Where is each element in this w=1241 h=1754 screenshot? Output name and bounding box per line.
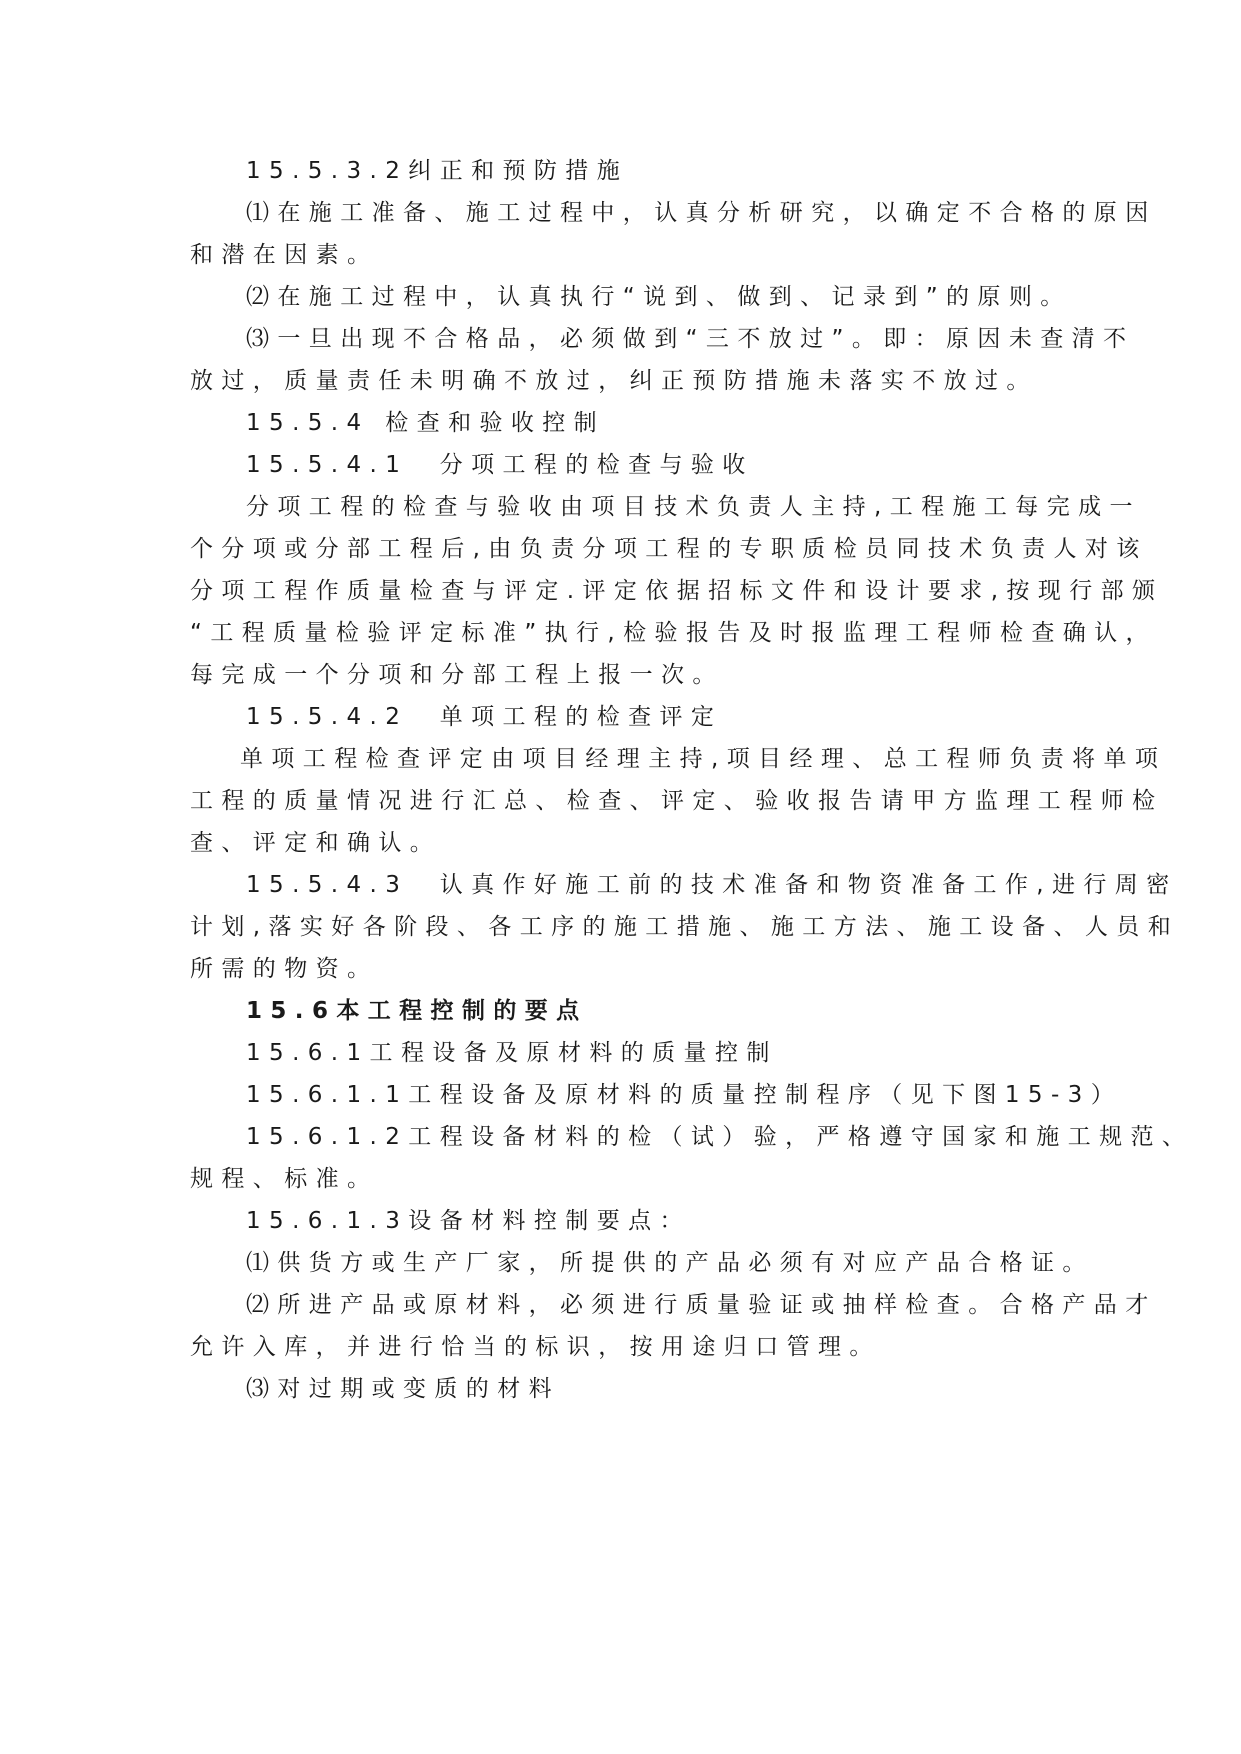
paragraph-line: 计划,落实好各阶段、各工序的施工措施、施工方法、施工设备、人员和 bbox=[190, 914, 1180, 940]
paragraph-line: 所需的物资。 bbox=[190, 956, 379, 982]
paragraph-line: “工程质量检验评定标准”执行,检验报告及时报监理工程师检查确认， bbox=[190, 620, 1157, 646]
paragraph-line: 工程的质量情况进行汇总、检查、评定、验收报告请甲方监理工程师检 bbox=[190, 788, 1164, 814]
heading-15-5-4-3: 15.5.4.3 认真作好施工前的技术准备和物资准备工作,进行周密 bbox=[246, 872, 1178, 898]
heading-15-5-3-2: 15.5.3.2纠正和预防措施 bbox=[246, 158, 629, 184]
paragraph-line: 和潜在因素。 bbox=[190, 242, 379, 268]
heading-15-6: 15.6本工程控制的要点 bbox=[246, 998, 588, 1024]
paragraph-line: 分项工程作质量检查与评定.评定依据招标文件和设计要求,按现行部颁 bbox=[190, 578, 1164, 604]
heading-15-5-4-2: 15.5.4.2 单项工程的检查评定 bbox=[246, 704, 723, 730]
paragraph-line: 分项工程的检查与验收由项目技术负责人主持,工程施工每完成一 bbox=[246, 494, 1141, 520]
heading-15-5-4: 15.5.4 检查和验收控制 bbox=[246, 410, 606, 436]
heading-15-5-4-1: 15.5.4.1 分项工程的检查与验收 bbox=[246, 452, 754, 478]
paragraph-line: 15.6.1.1工程设备及原材料的质量控制程序（见下图15-3） bbox=[246, 1082, 1123, 1108]
paragraph-line: ⑶一旦出现不合格品，必须做到“三不放过”。即：原因未查清不 bbox=[246, 326, 1135, 352]
paragraph-line: ⑵所进产品或原材料，必须进行质量验证或抽样检查。合格产品才 bbox=[246, 1292, 1157, 1318]
paragraph-line: 个分项或分部工程后,由负责分项工程的专职质检员同技术负责人对该 bbox=[190, 536, 1148, 562]
paragraph-line: 每完成一个分项和分部工程上报一次。 bbox=[190, 662, 724, 688]
paragraph-line: ⑶对过期或变质的材料 bbox=[246, 1376, 560, 1402]
paragraph-line: 规程、标准。 bbox=[190, 1166, 379, 1192]
paragraph-line: 允许入库，并进行恰当的标识，按用途归口管理。 bbox=[190, 1334, 881, 1360]
paragraph-line: 单项工程检查评定由项目经理主持,项目经理、总工程师负责将单项 bbox=[240, 746, 1167, 772]
heading-15-6-1: 15.6.1工程设备及原材料的质量控制 bbox=[246, 1040, 778, 1066]
paragraph-line: ⑵在施工过程中，认真执行“说到、做到、记录到”的原则。 bbox=[246, 284, 1072, 310]
paragraph-line: 查、评定和确认。 bbox=[190, 830, 442, 856]
paragraph-line: 15.6.1.2工程设备材料的检（试）验，严格遵守国家和施工规范、 bbox=[246, 1124, 1194, 1150]
paragraph-line: ⑴供货方或生产厂家，所提供的产品必须有对应产品合格证。 bbox=[246, 1250, 1094, 1276]
paragraph-line: 15.6.1.3设备材料控制要点： bbox=[246, 1208, 691, 1234]
paragraph-line: 放过，质量责任未明确不放过，纠正预防措施未落实不放过。 bbox=[190, 368, 1038, 394]
paragraph-line: ⑴在施工准备、施工过程中，认真分析研究，以确定不合格的原因 bbox=[246, 200, 1157, 226]
